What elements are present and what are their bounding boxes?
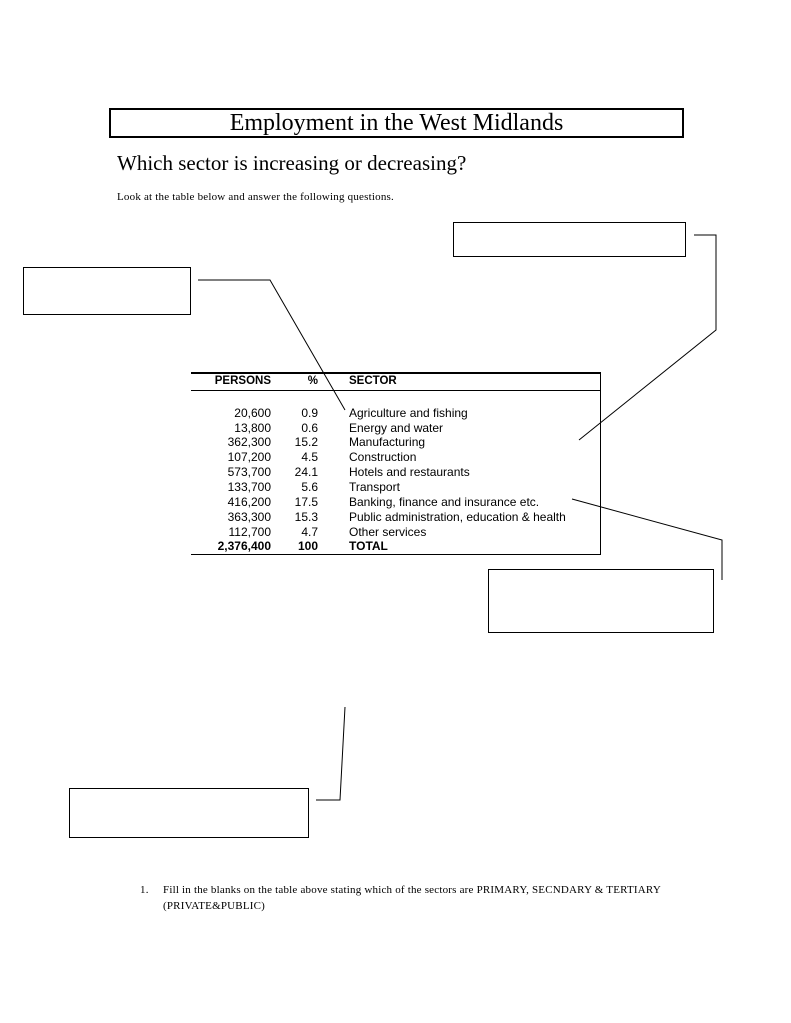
cell-sector: Hotels and restaurants: [349, 465, 470, 479]
employment-table: [191, 372, 601, 555]
header-percent: %: [307, 375, 318, 387]
cell-persons: 20,600: [234, 406, 271, 420]
answer-box-left[interactable]: [23, 267, 191, 315]
total-percent: 100: [297, 539, 318, 553]
page-title: Employment in the West Midlands: [229, 110, 564, 136]
question-text: Fill in the blanks on the table above stating which of the sectors are PRIMARY, SECNDARY & TERTIARY (PRIVATE&PUBLIC): [163, 884, 661, 912]
cell-sector: Agriculture and fishing: [349, 406, 468, 420]
cell-persons: 416,200: [227, 495, 271, 509]
cell-sector: Energy and water: [349, 421, 444, 435]
cell-sector: Other services: [349, 525, 427, 539]
table-row: [191, 435, 600, 450]
table-header: [191, 374, 600, 391]
answer-box-top-right[interactable]: [453, 222, 686, 257]
table-row: [191, 525, 600, 540]
cell-persons: 363,300: [227, 510, 271, 524]
table-row: [191, 495, 600, 510]
cell-percent: 17.5: [294, 495, 318, 509]
page-subtitle: Which sector is increasing or decreasing?: [117, 151, 467, 175]
table-row: [191, 465, 600, 480]
cell-persons: 573,700: [227, 465, 271, 479]
answer-box-bottom-left[interactable]: [69, 788, 309, 838]
table-row: [191, 421, 600, 436]
header-persons: PERSONS: [214, 375, 271, 387]
table-row: [191, 406, 600, 421]
cell-percent: 24.1: [294, 465, 318, 479]
total-sector: TOTAL: [349, 539, 388, 553]
cell-persons: 112,700: [228, 525, 271, 539]
cell-sector: Public administration, education & health: [349, 510, 566, 524]
cell-percent: 15.3: [294, 510, 318, 524]
total-persons: 2,376,400: [217, 539, 271, 553]
question-number: 1.: [140, 884, 149, 896]
cell-percent: 4.5: [301, 450, 318, 464]
cell-sector: Manufacturing: [349, 435, 426, 449]
cell-sector: Banking, finance and insurance etc.: [349, 495, 540, 509]
table-row: [191, 510, 600, 525]
cell-persons: 133,700: [227, 480, 271, 494]
answer-box-mid-right[interactable]: [488, 569, 714, 633]
cell-percent: 4.7: [301, 525, 318, 539]
cell-percent: 15.2: [294, 435, 318, 449]
cell-sector: Transport: [349, 480, 400, 494]
cell-persons: 362,300: [227, 435, 271, 449]
cell-percent: 5.6: [301, 480, 318, 494]
table-row: [191, 450, 600, 465]
table-total-row: [191, 539, 600, 554]
header-sector: SECTOR: [349, 375, 397, 387]
instruction-text: Look at the table below and answer the following questions.: [117, 191, 394, 203]
cell-persons: 13,800: [234, 421, 271, 435]
cell-percent: 0.6: [301, 421, 318, 435]
table-row: [191, 480, 600, 495]
cell-persons: 107,200: [227, 450, 271, 464]
cell-sector: Construction: [349, 450, 417, 464]
cell-percent: 0.9: [301, 406, 318, 420]
connector-line-bottom-left: [316, 707, 345, 800]
